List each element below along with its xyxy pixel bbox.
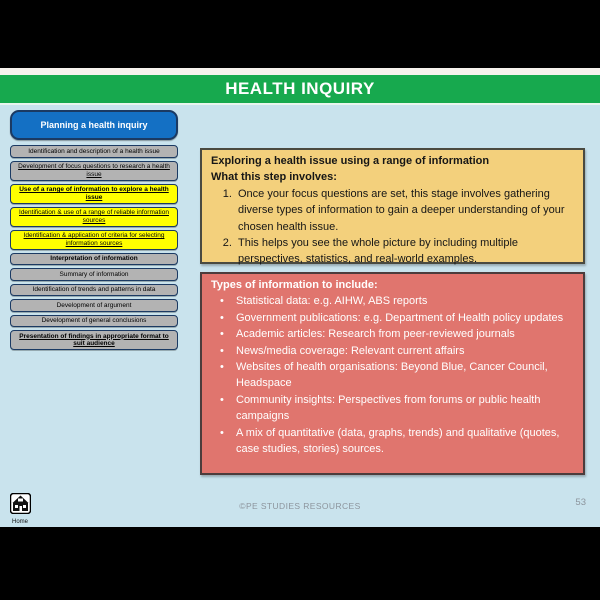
types-box-bullet-item: • Government publications: e.g. Department of Health policy updates — [219, 310, 574, 326]
slide-header-bar — [0, 75, 600, 105]
copyright-text: ©PE STUDIES RESOURCES — [239, 501, 361, 511]
home-button-label: Home — [11, 519, 28, 525]
sidebar-step-item[interactable]: Use of a range of information to explore a health issue — [10, 184, 178, 204]
types-box-bullet-item: • Community insights: Perspectives from forums or public health campaigns — [219, 392, 574, 425]
types-box-bullet-list — [211, 293, 574, 457]
types-of-information-box — [200, 272, 585, 475]
sidebar-step-item[interactable]: Interpretation of information — [10, 253, 178, 266]
sidebar-step-item[interactable]: Identification & use of a range of reliable information sources — [10, 207, 178, 227]
types-box-bullet-item: • Websites of health organisations: Beyond Blue, Cancer Council, Headspace — [219, 359, 574, 392]
sidebar-step-item[interactable]: Development of argument — [10, 299, 178, 312]
slide — [0, 68, 600, 527]
page-number: 53 — [575, 497, 586, 508]
page-title: HEALTH INQUIRY — [225, 79, 375, 98]
sidebar-step-item[interactable]: Identification and description of a health issue — [10, 145, 178, 158]
types-box-bullet-item: • Statistical data: e.g. AIHW, ABS reports — [219, 293, 574, 309]
exploring-info-box — [200, 148, 585, 264]
sidebar-step-item[interactable]: Development of focus questions to research a health issue — [10, 161, 178, 181]
sidebar-step-item[interactable]: Identification & application of criteria for selecting information sources — [10, 230, 178, 250]
sidebar-step-item[interactable]: Identification of trends and patterns in data — [10, 284, 178, 297]
info-box-numbered-item: 2. This helps you see the whole picture by including multiple perspectives, statistics, and real-world examples. — [235, 235, 574, 268]
sidebar — [10, 110, 178, 350]
types-box-bullet-item: • A mix of quantitative (data, graphs, trends) and qualitative (quotes, case studies, stories) sources. — [219, 425, 574, 458]
slide-top-margin — [0, 68, 600, 75]
types-box-title: Types of information to include: — [211, 279, 378, 291]
sidebar-step-item[interactable]: Presentation of findings in appropriate format to suit audience — [10, 330, 178, 350]
sidebar-step-list — [10, 145, 178, 350]
types-box-bullet-item: • News/media coverage: Relevant current affairs — [219, 343, 574, 359]
info-box-title: Exploring a health issue using a range of information — [211, 155, 490, 167]
sidebar-step-item[interactable]: Development of general conclusions — [10, 315, 178, 328]
info-box-subtitle: What this step involves: — [211, 171, 337, 184]
info-box-numbered-list — [211, 186, 574, 268]
sidebar-header-planning[interactable]: Planning a health inquiry — [10, 110, 178, 140]
info-box-numbered-item: 1. Once your focus questions are set, this stage involves gathering diverse types of information to gain a deeper understanding of your chosen health issue. — [235, 186, 574, 235]
types-box-bullet-item: • Academic articles: Research from peer-reviewed journals — [219, 326, 574, 342]
sidebar-step-item[interactable]: Summary of information — [10, 268, 178, 281]
